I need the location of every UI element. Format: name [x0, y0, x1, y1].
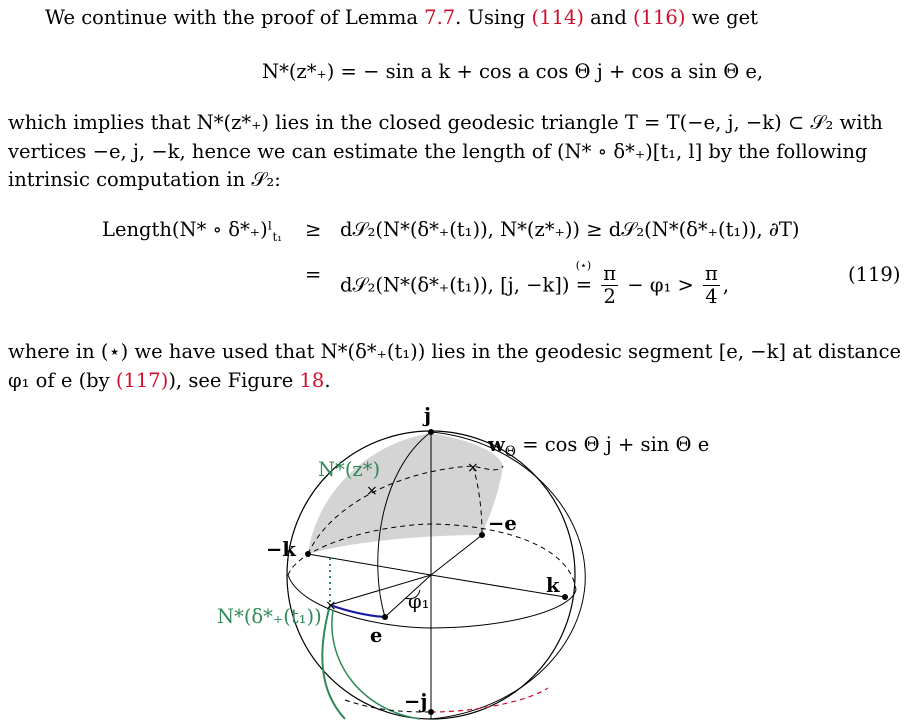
radius-to-k [431, 575, 565, 597]
eq119-star: (⋆) [575, 259, 592, 273]
point-minus-e [479, 532, 485, 538]
p3-text-a: φ₁ of e (by [8, 369, 116, 392]
green-curve [322, 605, 345, 719]
p3-text-c: . [324, 369, 331, 392]
label-n-z: N*(z*) [318, 458, 381, 481]
eq119-rhs-b: − φ₁ > [627, 273, 694, 297]
label-w: w [488, 433, 505, 456]
cross-ndelta: × [325, 598, 337, 614]
label-j: j [424, 404, 432, 427]
p1-text-c: and [583, 6, 634, 29]
ref-eq-116[interactable]: (116) [633, 6, 686, 29]
label-phi: φ₁ [408, 590, 430, 613]
label-w-rhs: = cos Θ j + sin Θ e [522, 433, 710, 456]
cross-w: × [467, 460, 479, 476]
point-minus-k [305, 551, 311, 557]
ref-lemma[interactable]: 7.7 [424, 6, 456, 29]
frac-pi-4: $\frac{\pi}{4}$ [705, 262, 718, 309]
equation-1: N*(z*₊) = − sin a k + cos a cos Θ j + cos a sin Θ e, [262, 60, 764, 83]
paragraph-2-line-2: vertices −e, j, −k, hence we can estimate the length of (N* ∘ δ*₊)[t₁, l] by the following [8, 140, 868, 163]
p1-text-d: we get [685, 6, 758, 29]
label-minus-e: −e [488, 512, 517, 535]
p1-text-a: We continue with the proof of Lemma [45, 6, 425, 29]
radius-to-minus-k [308, 554, 431, 575]
equation-119-line-2-rhs: d𝒮₂(N*(δ*₊(t₁)), [j, −k]) (⋆) = $\frac{\pi}{2}$ − φ₁ > $\frac{\pi}{4}$ , [340, 259, 730, 309]
paragraph-3-line-1: where in (⋆) we have used that N*(δ*₊(t₁)) lies in the geodesic segment [e, −k] at distance [8, 340, 902, 363]
blue-segment [330, 605, 385, 617]
point-minus-j [428, 709, 434, 715]
equation-119-line-1-rel: ≥ [305, 218, 322, 241]
point-e [382, 614, 388, 620]
ref-eq-114[interactable]: (114) [531, 6, 584, 29]
label-k: k [546, 574, 560, 597]
label-minus-k: −k [266, 538, 296, 561]
eq119-lhs: Length(N* ∘ δ*₊)ˡ [102, 218, 273, 241]
equation-119-line-1-lhs: Length(N* ∘ δ*₊)ˡ$_{t_1}$ [102, 218, 283, 244]
p1-text-b: . Using [455, 6, 532, 29]
label-minus-j: −j [404, 690, 428, 713]
p3-text-b: ), see Figure [168, 369, 300, 392]
frac-pi-2: $\frac{\pi}{2}$ [603, 262, 617, 309]
point-j [428, 429, 434, 435]
ref-figure-18[interactable]: 18 [299, 369, 325, 392]
point-k [562, 594, 568, 600]
label-w-sub: Θ [504, 443, 516, 460]
label-n-delta: N*(δ*₊(t₁)) [217, 605, 322, 628]
paragraph-2-line-3: intrinsic computation in 𝒮₂: [8, 168, 281, 191]
eq119-rhs-a: d𝒮₂(N*(δ*₊(t₁)), [j, −k]) [340, 273, 570, 297]
radius-to-minus-e [431, 535, 482, 575]
equation-119-line-1-rhs: d𝒮₂(N*(δ*₊(t₁)), N*(z*₊)) ≥ d𝒮₂(N*(δ*₊(t₁)), ∂T) [340, 218, 800, 241]
equation-119-line-2-rel: = [305, 263, 322, 286]
label-w-theta [488, 433, 710, 460]
paragraph-2-line-1: which implies that N*(z*₊) lies in the closed geodesic triangle T = T(−e, j, −k) ⊂ 𝒮₂ with [8, 111, 883, 134]
cross-nz: × [366, 483, 378, 499]
geodesic-triangle-shade [308, 433, 503, 554]
equation-number: (119) [848, 263, 901, 286]
ref-eq-117[interactable]: (117) [115, 369, 169, 392]
label-e: e [370, 624, 383, 647]
red-dashed [431, 688, 548, 712]
